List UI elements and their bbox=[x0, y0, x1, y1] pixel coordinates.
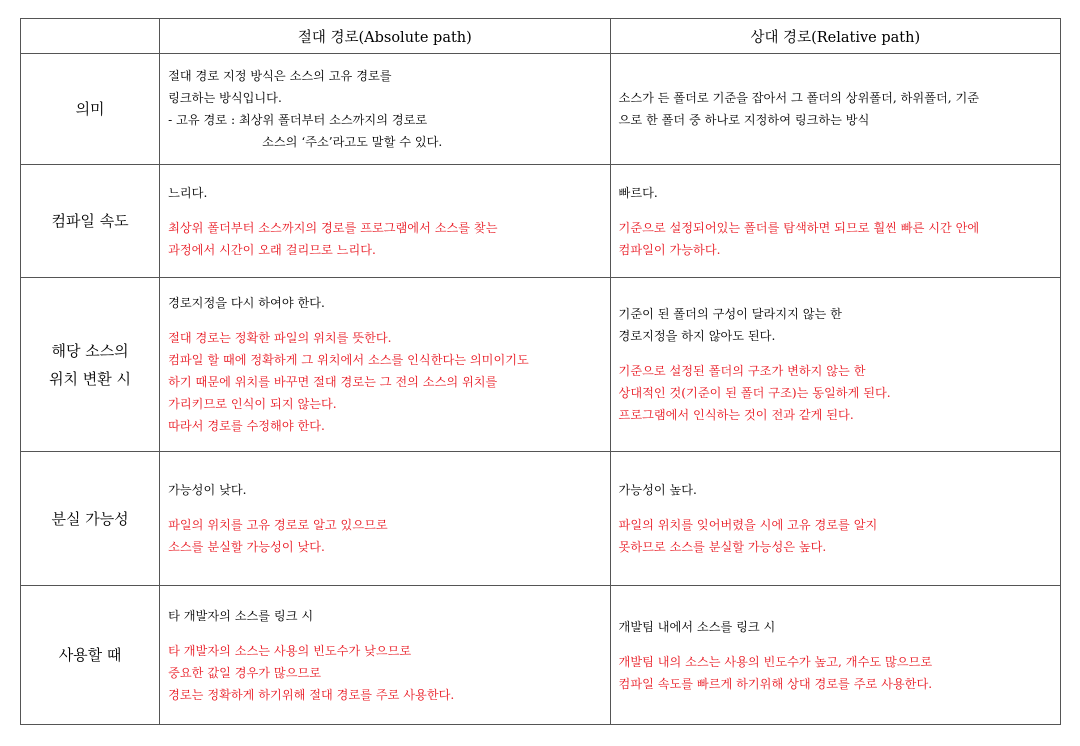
detail-line: 중요한 값일 경우가 많으므로 bbox=[168, 665, 322, 680]
text-line: 링크하는 방식입니다. bbox=[168, 91, 282, 105]
detail-line: 따라서 경로를 수정해야 한다. bbox=[168, 419, 325, 433]
comparison-table bbox=[20, 18, 1061, 725]
detail-line: 못하므로 소스를 분실할 가능성은 높다. bbox=[618, 540, 827, 554]
text-line: 소스의 ‘주소’라고도 말할 수 있다. bbox=[262, 135, 443, 149]
summary-line: 가능성이 높다. bbox=[618, 483, 697, 497]
detail-line: 기준으로 설정되어있는 폴더를 탐색하면 되므로 훨씬 빠른 시간 안에 bbox=[618, 220, 980, 235]
row-label-line: 위치 변환 시 bbox=[49, 369, 132, 388]
summary-line: 경로지정을 하지 않아도 된다. bbox=[618, 329, 776, 343]
header-row bbox=[21, 19, 1061, 54]
text-line: - 고유 경로 : 최상위 폴더부터 소스까지의 경로로 bbox=[168, 113, 428, 127]
table-row-compile-speed bbox=[21, 165, 1061, 278]
text-line: 절대 경로 지정 방식은 소스의 고유 경로를 bbox=[168, 69, 392, 83]
summary-line: 느리다. bbox=[168, 185, 208, 200]
summary-line: 경로지정을 다시 하여야 한다. bbox=[168, 296, 325, 310]
header-blank-cell bbox=[21, 19, 160, 54]
table-row-meaning bbox=[21, 54, 1061, 165]
row-label: 컴파일 속도 bbox=[21, 165, 160, 278]
summary-line: 빠르다. bbox=[618, 185, 658, 200]
summary-line: 기준이 된 폴더의 구성이 달라지지 않는 한 bbox=[618, 307, 842, 321]
header-relative-path: 상대 경로(Relative path) bbox=[610, 19, 1060, 54]
absolute-cell bbox=[160, 165, 610, 278]
relative-cell bbox=[610, 54, 1060, 165]
table-row-when-to-use bbox=[21, 586, 1061, 725]
table-row-loss-possibility bbox=[21, 452, 1061, 586]
relative-cell bbox=[610, 165, 1060, 278]
row-label bbox=[21, 278, 160, 452]
detail-line: 가리키므로 인식이 되지 않는다. bbox=[168, 397, 337, 411]
detail-line: 개발팀 내의 소스는 사용의 빈도수가 높고, 개수도 많으므로 bbox=[618, 654, 933, 669]
text-line: 으로 한 폴더 중 하나로 지정하여 링크하는 방식 bbox=[618, 113, 870, 127]
text-line: 소스가 든 폴더로 기준을 잡아서 그 폴더의 상위폴더, 하위폴더, 기준 bbox=[618, 91, 980, 105]
absolute-cell bbox=[160, 54, 610, 165]
detail-line: 최상위 폴더부터 소스까지의 경로를 프로그램에서 소스를 찾는 bbox=[168, 220, 498, 235]
detail-line: 기준으로 설정된 폴더의 구조가 변하지 않는 한 bbox=[618, 364, 866, 378]
summary-line: 가능성이 낮다. bbox=[168, 483, 247, 497]
absolute-cell bbox=[160, 586, 610, 725]
summary-line: 개발팀 내에서 소스를 링크 시 bbox=[618, 619, 776, 634]
detail-line: 컴파일이 가능하다. bbox=[618, 242, 721, 257]
detail-line: 경로는 정확하게 하기위해 절대 경로를 주로 사용한다. bbox=[168, 687, 455, 702]
relative-cell bbox=[610, 452, 1060, 586]
detail-line: 과정에서 시간이 오래 걸리므로 느리다. bbox=[168, 242, 376, 257]
detail-line: 프로그램에서 인식하는 것이 전과 같게 된다. bbox=[618, 408, 854, 422]
relative-cell bbox=[610, 278, 1060, 452]
absolute-cell bbox=[160, 452, 610, 586]
detail-line: 타 개발자의 소스는 사용의 빈도수가 낮으므로 bbox=[168, 643, 412, 658]
row-label-line: 해당 소스의 bbox=[51, 341, 129, 360]
detail-line: 하기 때문에 위치를 바꾸면 절대 경로는 그 전의 소스의 위치를 bbox=[168, 375, 498, 389]
detail-line: 파일의 위치를 잊어버렸을 시에 고유 경로를 알지 bbox=[618, 518, 878, 532]
detail-line: 컴파일 할 때에 정확하게 그 위치에서 소스를 인식한다는 의미이기도 bbox=[168, 353, 529, 367]
row-label: 사용할 때 bbox=[21, 586, 160, 725]
table-row-location-change bbox=[21, 278, 1061, 452]
detail-line: 절대 경로는 정확한 파일의 위치를 뜻한다. bbox=[168, 331, 392, 345]
row-label: 의미 bbox=[21, 54, 160, 165]
detail-line: 파일의 위치를 고유 경로로 알고 있으므로 bbox=[168, 518, 388, 532]
detail-line: 소스를 분실할 가능성이 낮다. bbox=[168, 540, 325, 554]
detail-line: 컴파일 속도를 빠르게 하기위해 상대 경로를 주로 사용한다. bbox=[618, 676, 933, 691]
summary-line: 타 개발자의 소스를 링크 시 bbox=[168, 608, 314, 623]
row-label: 분실 가능성 bbox=[21, 452, 160, 586]
relative-cell bbox=[610, 586, 1060, 725]
absolute-cell bbox=[160, 278, 610, 452]
detail-line: 상대적인 것(기준이 된 폴더 구조)는 동일하게 된다. bbox=[618, 386, 891, 400]
header-absolute-path: 절대 경로(Absolute path) bbox=[160, 19, 610, 54]
